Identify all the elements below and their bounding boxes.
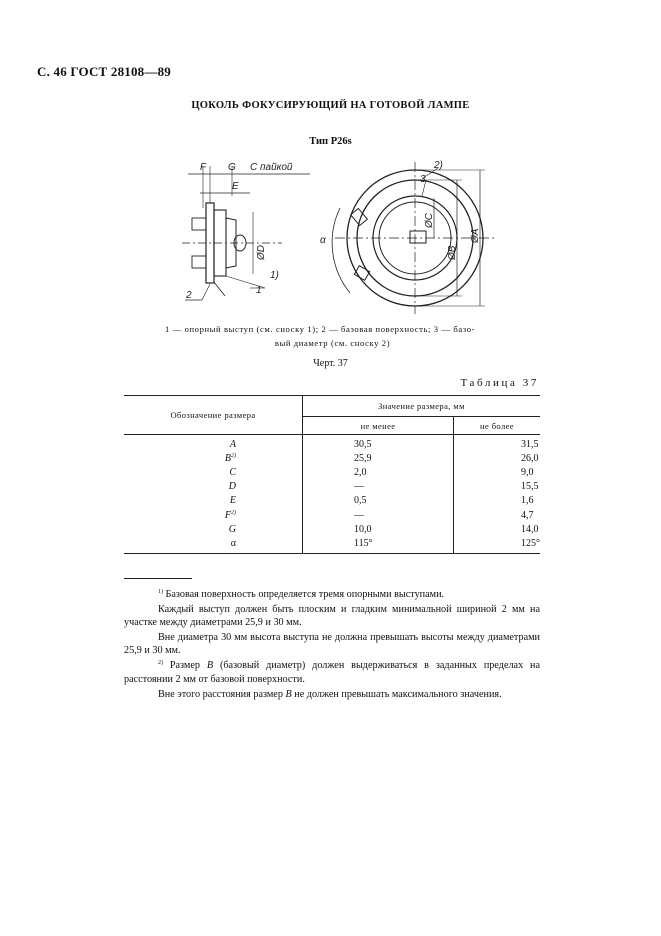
footnote-2: $^{2)}$ Размер B (базовый диаметр) должен выдерживаться в заданных пределах на расстоянии 2 мм от базовой поверхности. — [124, 660, 540, 685]
table-row — [124, 451, 540, 465]
label-B: ØB — [447, 245, 458, 260]
table-row — [124, 494, 540, 508]
row-min: 10,0 — [303, 522, 454, 536]
table-row — [124, 522, 540, 536]
header-value-group: Значение размера, мм — [303, 396, 540, 417]
label-C: ØC — [424, 213, 435, 228]
legend-line-2: вый диаметр (см. сноску 2) — [274, 338, 391, 348]
footnote-separator — [124, 578, 192, 579]
row-max: 4,7 — [454, 508, 541, 522]
footnotes — [124, 588, 540, 703]
row-min: — — [303, 508, 454, 522]
label-C-solder: С пайкой — [250, 162, 293, 173]
footnote-2-para-2: Вне этого расстояния размер B не должен превышать максимального значения. — [158, 688, 502, 700]
row-symbol: C — [229, 466, 237, 478]
page-title: ЦОКОЛЬ ФОКУСИРУЮЩИЙ НА ГОТОВОЙ ЛАМПЕ — [191, 100, 470, 111]
table-caption: Таблица 37 — [460, 377, 539, 389]
label-E: E — [232, 181, 239, 192]
table-row — [124, 536, 540, 553]
footnote-1: $^{1)}$ Базовая поверхность определяется тремя опорными выступами. — [158, 589, 445, 600]
row-min: — — [303, 480, 454, 494]
row-max: 14,0 — [454, 522, 541, 536]
row-max: 125° — [454, 536, 541, 553]
row-symbol: $B^{2)}$ — [224, 452, 237, 464]
label-alpha: α — [320, 235, 326, 246]
figure-caption: Черт. 37 — [313, 358, 348, 369]
label-G: G — [228, 162, 236, 173]
header-min: не менее — [303, 417, 454, 435]
row-max: 9,0 — [454, 465, 541, 479]
row-min: 2,0 — [303, 465, 454, 479]
row-min: 0,5 — [303, 494, 454, 508]
row-max: 26,0 — [454, 451, 541, 465]
label-n1: 1 — [256, 285, 262, 296]
page-header: С. 46 ГОСТ 28108—89 — [37, 64, 171, 79]
row-symbol: G — [228, 523, 237, 535]
cap-drawing — [170, 148, 510, 318]
label-ref2: 2) — [434, 160, 443, 171]
row-symbol: $F^{2)}$ — [224, 509, 237, 521]
row-symbol: A — [229, 438, 237, 450]
drawing-legend — [165, 322, 500, 350]
row-min: 115° — [303, 536, 454, 553]
row-min: 25,9 — [303, 451, 454, 465]
table-row — [124, 480, 540, 494]
row-symbol: D — [228, 481, 237, 493]
footnote-1-para-2: Каждый выступ должен быть плоским и гладким минимальной шириной 2 мм на участке между диаметрами 25,9 и 30 мм. — [124, 604, 540, 629]
footnote-1-para-3: Вне диаметра 30 мм высота выступа не должна превышать высоты между диаметрами 25,9 и 30 мм. — [124, 632, 540, 657]
table-body — [124, 435, 540, 554]
header-max: не более — [454, 417, 541, 435]
table-row — [124, 435, 540, 452]
row-max: 15,5 — [454, 480, 541, 494]
row-symbol: α — [230, 537, 237, 549]
label-D: ØD — [256, 245, 267, 260]
row-symbol: E — [229, 495, 237, 507]
dimensions-table — [124, 395, 540, 554]
row-max: 1,6 — [454, 494, 541, 508]
label-n2: 2 — [186, 290, 192, 301]
row-min: 30,5 — [303, 435, 454, 452]
header-designation: Обозначение размера — [170, 410, 256, 420]
table-row — [124, 465, 540, 479]
page-subtitle: Тип P26s — [309, 136, 352, 147]
label-ref1: 1) — [270, 270, 279, 281]
label-A: ØA — [470, 228, 481, 243]
legend-line-1: 1 — опорный выступ (см. сноску 1); 2 — базовая поверхность; 3 — базо- — [165, 324, 476, 334]
row-max: 31,5 — [454, 435, 541, 452]
label-n3: 3 — [420, 174, 426, 185]
table-row — [124, 508, 540, 522]
label-F: F — [200, 162, 207, 173]
alpha-arc — [332, 208, 350, 293]
